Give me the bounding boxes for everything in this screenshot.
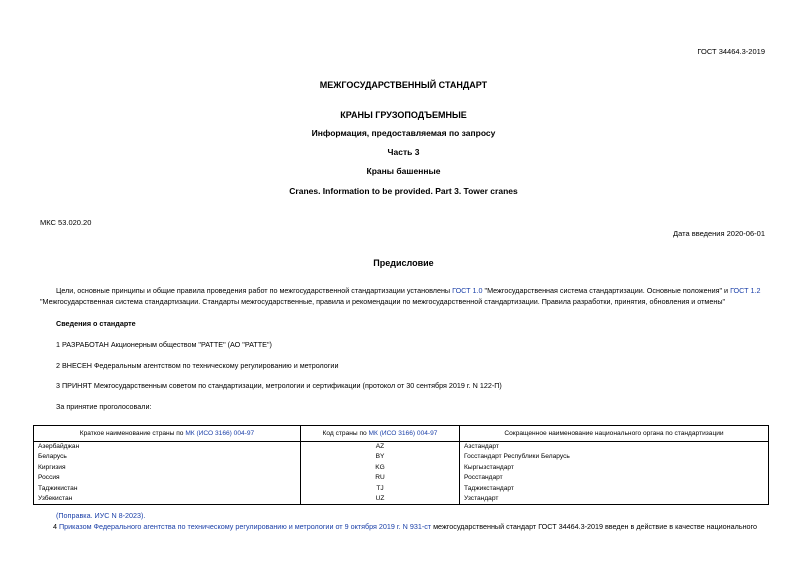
code-cell: UZ [301, 494, 460, 505]
correction-link[interactable]: (Поправка. ИУС N 8-2023). [56, 511, 146, 520]
voted-label: За принятие проголосовали: [56, 402, 152, 411]
body-cell: Азстандарт [460, 442, 769, 453]
body-cell: Кыргызстандарт [460, 463, 769, 473]
document-code: ГОСТ 34464.3-2019 [697, 47, 765, 56]
country-cell: Таджикистан [34, 484, 301, 494]
code-cell: RU [301, 473, 460, 483]
item4-text: межгосударственный стандарт ГОСТ 34464.3-2019 введен в действие в качестве национального [431, 522, 758, 531]
body-cell: Госстандарт Республики Беларусь [460, 452, 769, 462]
header-national-body: Сокращенное наименование национального органа по стандартизации [460, 426, 769, 442]
header-country-code [301, 426, 460, 442]
foreword-text-b: "Межгосударственная система стандартизации. Основные положения" и [482, 286, 731, 295]
code-cell: AZ [301, 442, 460, 453]
table-row [34, 452, 769, 462]
table-row [34, 494, 769, 505]
item-submitted: 2 ВНЕСЕН Федеральным агентством по техническому регулированию и метрологии [56, 361, 339, 370]
country-cell: Азербайджан [34, 442, 301, 453]
country-cell: Беларусь [34, 452, 301, 462]
part-title: Краны башенные [366, 166, 441, 176]
country-cell: Киргизия [34, 463, 301, 473]
table-row [34, 463, 769, 473]
voting-states-table [33, 425, 769, 505]
code-cell: BY [301, 452, 460, 462]
document-title: КРАНЫ ГРУЗОПОДЪЕМНЫЕ [340, 110, 467, 120]
intro-date: Дата введения 2020-06-01 [673, 229, 765, 238]
table-row [34, 484, 769, 494]
country-cell: Узбекистан [34, 494, 301, 505]
body-cell: Узстандарт [460, 494, 769, 505]
mk-iso-link-2[interactable]: МК (ИСО 3166) 004-97 [368, 430, 438, 437]
body-cell: Росстандарт [460, 473, 769, 483]
mk-iso-link-1[interactable]: МК (ИСО 3166) 004-97 [185, 430, 255, 437]
header-country-text: Краткое наименование страны по [79, 430, 186, 437]
foreword-paragraph [40, 285, 770, 307]
code-cell: KG [301, 463, 460, 473]
document-subtitle: Информация, предоставляемая по запросу [311, 128, 496, 138]
body-cell: Таджикстандарт [460, 484, 769, 494]
foreword-heading: Предисловие [373, 258, 434, 268]
rosstandart-order-link[interactable]: Приказом Федерального агентства по техническому регулированию и метрологии от 9 октября 2019 г. N 931-ст [59, 522, 432, 531]
header-code-text: Код страны по [322, 430, 369, 437]
correction-note [56, 510, 756, 521]
code-cell: TJ [301, 484, 460, 494]
country-cell: Россия [34, 473, 301, 483]
foreword-text-c: "Межгосударственная система стандартизации. Стандарты межгосударственные, правила и рекомендации по межгосударственной стандартизации. Правила разработки, принятия, обновления и отмены" [40, 297, 726, 306]
foreword-text-a: Цели, основные принципы и общие правила проведения работ по межгосударственной стандартизации установлены [56, 286, 453, 295]
gost-1-2-link[interactable]: ГОСТ 1.2 [730, 286, 761, 295]
mks-code: МКС 53.020.20 [40, 218, 92, 227]
gost-1-0-link[interactable]: ГОСТ 1.0 [452, 286, 483, 295]
english-title: Cranes. Information to be provided. Part 3. Tower cranes [289, 186, 518, 196]
item-enacted [53, 521, 773, 532]
item-adopted: 3 ПРИНЯТ Межгосударственным советом по стандартизации, метрологии и сертификации (протокол от 30 сентября 2019 г. N 122-П) [56, 381, 502, 390]
item4-number: 4 [53, 522, 59, 531]
item-developed: 1 РАЗРАБОТАН Акционерным обществом "РАТТЕ" (АО "РАТТЕ") [56, 340, 272, 349]
table-row [34, 473, 769, 483]
standard-type-heading: МЕЖГОСУДАРСТВЕННЫЙ СТАНДАРТ [319, 80, 488, 90]
document-part: Часть 3 [387, 147, 420, 157]
table-row [34, 442, 769, 453]
standard-info-heading: Сведения о стандарте [56, 319, 136, 328]
header-country-name [34, 426, 301, 442]
table-header-row [34, 426, 769, 442]
